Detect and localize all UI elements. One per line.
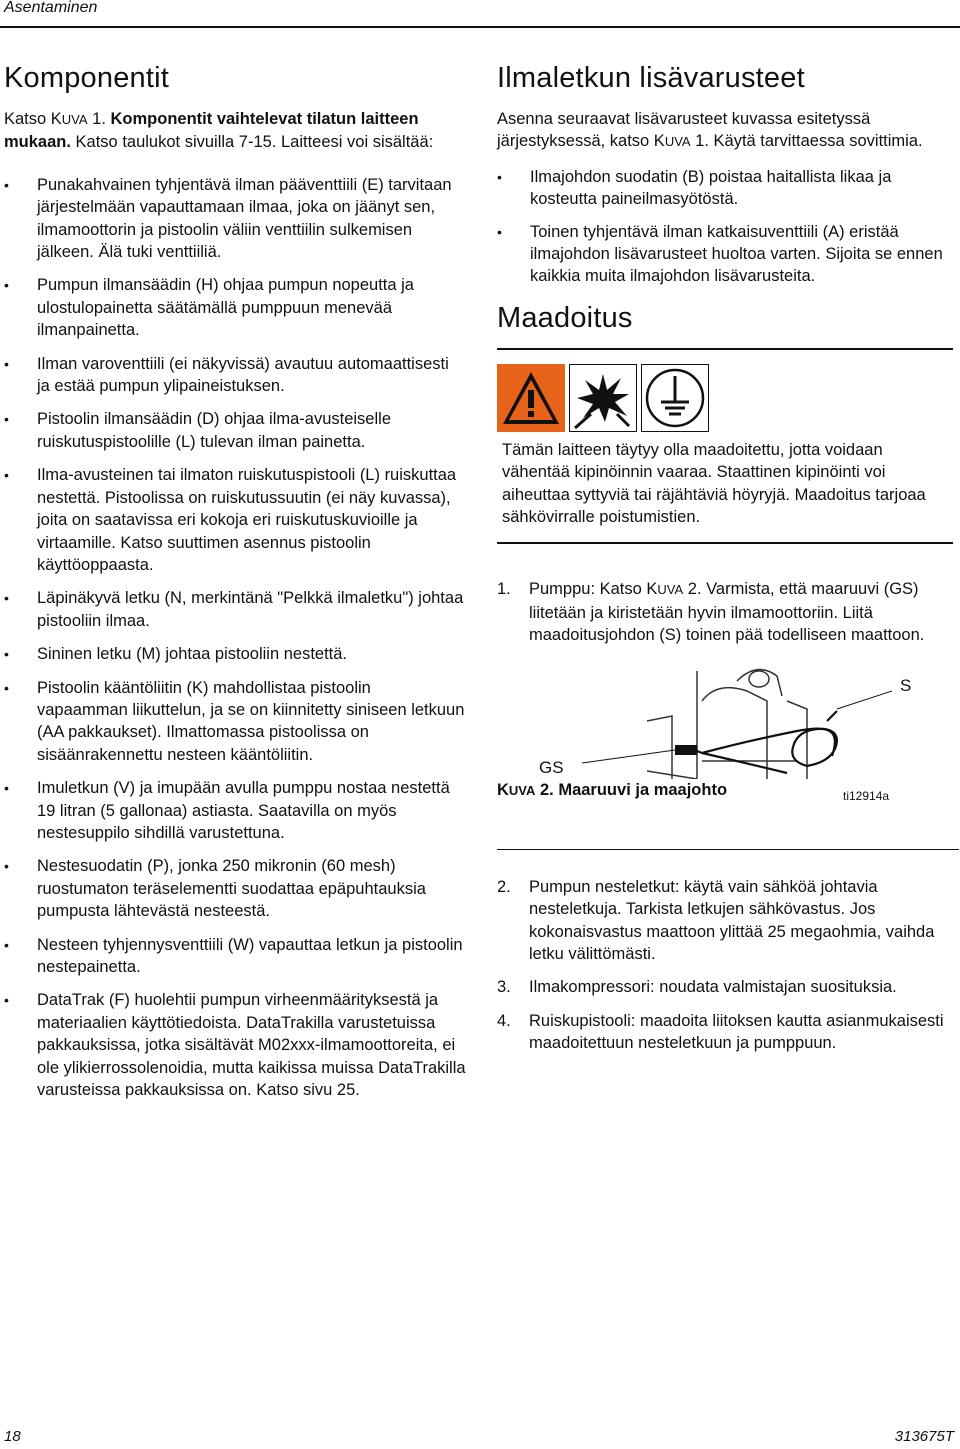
list-item: • Ilmajohdon suodatin (B) poistaa haitallista likaa ja kosteutta paineilmasyötöstä.: [497, 166, 952, 211]
right-column: [497, 60, 952, 1066]
list-item: • Nesteen tyhjennysventtiili (W) vapauttaa letkun ja pistoolin nestepainetta.: [4, 934, 466, 979]
label-s: S: [900, 675, 912, 695]
list-item: • Imuletkun (V) ja imupään avulla pumppu nostaa nestettä 19 litran (5 gallonaa) astiasta. Saatavilla on myös nestesuppilo sihdillä varustettuna.: [4, 777, 466, 844]
figure-id: ti12914a: [843, 788, 890, 803]
list-item: • Ilman varoventtiili (ei näkyvissä) avautuu automaattisesti ja estää pumpun ylipaineistuksen.: [4, 353, 466, 398]
intro-bold: Komponentit vaihtelevat tilatun laitteen mukaan.: [4, 110, 419, 152]
warning-text: Tämän laitteen täytyy olla maadoitettu, jotta voidaan vähentää kipinöinnin vaaraa. Staattinen kipinöinti voi aiheuttaa syttyviä tai räjähtäviä höyryjä. Maadoitus tarjoaa sähkövirralle poistumistien.: [502, 440, 926, 527]
list-item: • Pistoolin ilmansäädin (D) ohjaa ilma-avusteiselle ruiskutuspistoolille (L) tulevan ilman painetta.: [4, 408, 466, 453]
list-item: 4. Ruiskupistooli: maadoita liitoksen kautta asianmukaisesti maadoitettuun nesteletkuun ja pumppuun.: [497, 1011, 944, 1053]
grounding-steps-continued: [497, 876, 952, 1055]
label-gs: GS: [539, 757, 564, 777]
list-item: • Läpinäkyvä letku (N, merkintänä "Pelkkä ilmaletku") johtaa pistooliin ilmaa.: [4, 587, 466, 632]
components-list: [4, 174, 466, 1102]
list-item: 1. Pumppu: Katso KUVA 2. Varmista, että maaruuvi (GS) liitetään ja kiristetään hyvin ilmamoottoriin. Liitä maadoitusjohdon (S) toinen pää todelliseen maattoon.: [497, 580, 925, 645]
warning-icons: [497, 364, 953, 432]
left-column: [4, 60, 466, 1112]
list-item: • Toinen tyhjentävä ilman katkaisuventtiili (A) eristää ilmajohdon lisävarusteet huoltoa varten. Sijoita se ennen kaikkia muita ilmajohdon lisävarusteita.: [497, 221, 952, 288]
list-item: 2. Pumpun nesteletkut: käytä vain sähköä johtavia nesteletkuja. Tarkista letkujen sähkövastus. Jos kokonaisvastus maattoon ylittää 25 megaohmia, vaihda letku välittömästi.: [497, 877, 935, 963]
header-rule: [0, 26, 960, 28]
components-heading: Komponentit: [4, 62, 170, 94]
explosion-icon: [569, 364, 637, 432]
ground-icon: [641, 364, 709, 432]
air-accessories-intro: Asenna seuraavat lisävarusteet kuvassa esitetyssä järjestyksessä, katso KUVA 1. Käytä tarvittaessa sovittimia.: [497, 110, 923, 151]
section-title: Asentaminen: [4, 0, 98, 16]
list-item: • Punakahvainen tyhjentävä ilman pääventtiili (E) tarvitaan järjestelmään vapauttamaan ilmaa, joka on jäänyt sen, ilmamoottorin ja pistoolin väliin venttiilin sulkemisen jälkeen. Älä tuki venttiiliä.: [4, 174, 466, 264]
air-accessories-list: [497, 166, 952, 288]
list-item: • Sininen letku (M) johtaa pistooliin nestettä.: [4, 643, 466, 665]
ground-screw-figure: [497, 661, 959, 849]
grounding-heading: Maadoitus: [497, 301, 633, 334]
list-item: • Ilma-avusteinen tai ilmaton ruiskutuspistooli (L) ruiskuttaa nestettä. Pistoolissa on ruiskutussuutin (ei näy kuvassa), joita on saatavissa eri kokoja eri ruiskutuskuvioille ja virtaamille. Katso suuttimen asennus pistoolin käyttöoppaasta.: [4, 464, 466, 576]
list-item: 3. Ilmakompressori: noudata valmistajan suosituksia.: [497, 978, 897, 997]
grounding-steps: [497, 578, 952, 646]
page-number: 18: [4, 1428, 21, 1445]
page-header: [0, 0, 960, 30]
components-intro: Katso KUVA 1. Komponentit vaihtelevat tilatun laitteen mukaan. Katso taulukot sivuilla 7-15. Laitteesi voi sisältää:: [4, 110, 434, 152]
ground-screw-illustration: [497, 661, 959, 779]
document-number: 313675T: [894, 1428, 954, 1445]
list-item: • Pistoolin kääntöliitin (K) mahdollistaa pistoolin vapaamman liikuttelun, ja se on kiinnitetty siniseen letkuun (AA pakkaukset). Ilmattomassa pistoolissa on sisäänrakennettu nesteen kääntöliitin.: [4, 677, 466, 767]
figure-rule: [497, 849, 959, 850]
air-accessories-heading: Ilmaletkun lisävarusteet: [497, 62, 805, 94]
list-item: • Pumpun ilmansäädin (H) ohjaa pumpun nopeutta ja ulostulopainetta säätämällä pumppuun menevää ilmanpainetta.: [4, 274, 466, 341]
warning-triangle-icon: [497, 364, 565, 432]
list-item: • DataTrak (F) huolehtii pumpun virheenmäärityksestä ja materiaalien käyttötiedoista. DataTrakilla varustetuissa pakkauksissa, jotka sisältävät M02xxx-ilmamoottoreita, ei ole ylikierrossolenoidia, mutta kaikissa muissa DataTrakilla varusteissa pakkauksissa on. Katso sivu 25.: [4, 989, 466, 1101]
list-item: • Nestesuodatin (P), jonka 250 mikronin (60 mesh) ruostumaton teräselementti suodattaa epäpuhtauksia pumpusta lähtevästä nesteestä.: [4, 855, 466, 922]
warning-box: [497, 348, 953, 545]
figure-caption: KUVA 2. Maaruuvi ja maajohto: [497, 780, 728, 799]
